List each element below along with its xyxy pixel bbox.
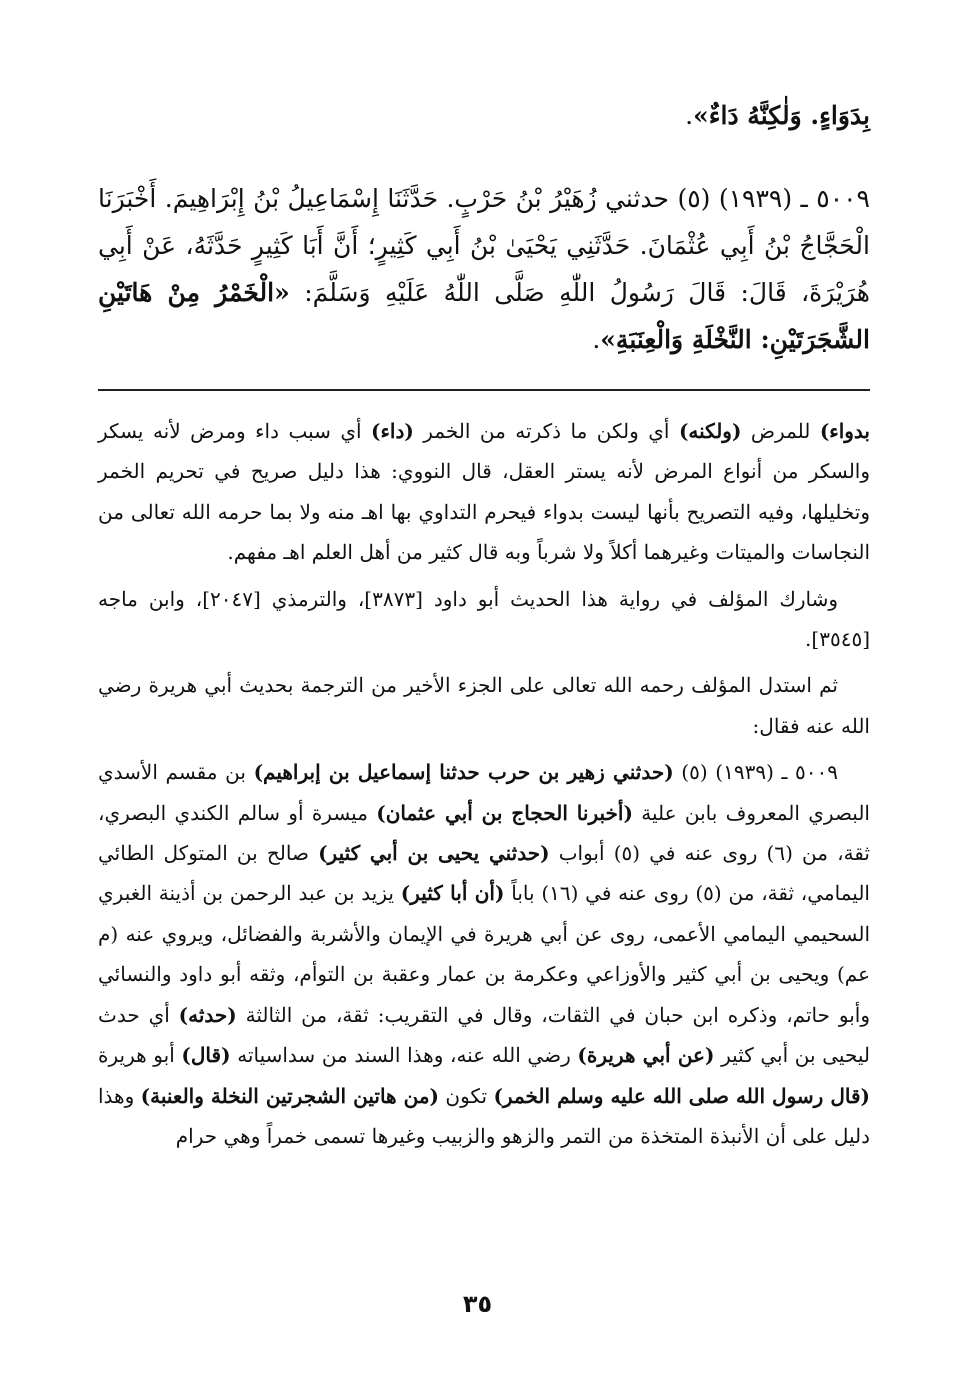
punctuation: .	[592, 325, 601, 354]
commentary-paragraph-1	[98, 411, 870, 573]
commentary-text: يزيد بن عبد الرحمن بن أذينة الغبري السحيمي اليمامي الأعمى، روى عن أبي هريرة في الإيمان والأشربة والفضائل، ويروي عنه (م عم) ويحيى بن أبي كثير والأوزاعي وعكرمة بن عمار وعقبة بن التوأم، وثقه أبو داود والنسائي وأبو حاتم، وذكره ابن حبان في الثقات، وقال في التقريب: ثقة، من الثالثة	[98, 881, 870, 1027]
commentary-text: أي سبب داء ومرض لأنه يسكر والسكر من أنواع المرض لأنه يستر العقل، قال النووي: هذا دليل صريح في تحريم الخمر وتخليلها، وفيه التصريح بأنها ليست بدواء فيحرم التداوي بها اهـ منه ولا بما حرمه الله تعالى من النجاسات والميتات وغيرهما أكلاً ولا شرباً وبه قال كثير من أهل العلم اهـ مفهم.	[98, 419, 870, 565]
quoted-term: (حدثه)	[178, 1002, 237, 1027]
commentary-text: ميسرة أو سالم الكندي البصري، ثقة، من (٦) روى عنه في (٥) أبواب	[98, 800, 870, 866]
quoted-term: بدواء)	[819, 419, 870, 443]
commentary-text: للمرض	[741, 419, 820, 443]
commentary-text: رضي الله عنه، وهذا السند من سداسياته	[230, 1043, 578, 1068]
page-number: ٣٥	[462, 1290, 493, 1318]
quoted-term: (أخبرنا الحجاج بن أبي عثمان)	[376, 800, 633, 825]
quoted-term: (ولكنه)	[678, 419, 742, 443]
page-body	[98, 92, 870, 1162]
commentary-text: ٥٠٠٩ ـ (١٩٣٩) (٥)	[673, 760, 838, 785]
punctuation: .	[685, 101, 694, 130]
quoted-term: (عن أبي هريرة)	[577, 1043, 715, 1068]
quoted-term: (قال رسول الله صلى الله عليه وسلم الخمر)	[493, 1083, 870, 1108]
commentary-text: بن مقسم الأسدي البصري المعروف بابن علية	[98, 760, 870, 825]
commentary-text: تكون	[439, 1083, 494, 1108]
hadith-5009	[98, 175, 870, 363]
prophetic-words: بِدَوَاءٍ. وَلٰكِنَّهُ دَاءٌ»	[693, 101, 870, 130]
hadith-text-block	[98, 92, 870, 363]
previous-hadith-ending	[98, 92, 870, 139]
commentary-paragraph-2: وشارك المؤلف في رواية هذا الحديث أبو داود [٣٨٧٣]، والترمذي [٢٠٤٧]، وابن ماجه [٣٥٤٥].	[98, 586, 870, 652]
quoted-term: (حدثني يحيى بن أبي كثير)	[318, 841, 550, 866]
quoted-term: (أن أبا كثير)	[400, 881, 505, 906]
commentary-text: وهذا دليل على أن الأنبذة المتخذة من التمر والزهو والزبيب وغيرها تسمى خمراً وهي حرام	[98, 1083, 870, 1148]
prophetic-words: «الْخَمْرُ مِنْ هَاتَيْنِ الشَّجَرَتَيْنِ: النَّخْلَةِ وَالْعِنَبَةِ»	[98, 278, 870, 354]
commentary-text: أي ولكن ما ذكرته من الخمر	[413, 419, 679, 443]
footnote-divider	[98, 389, 870, 391]
commentary-paragraph-4	[98, 752, 870, 1156]
commentary-text: أي حدث ليحيى بن أبي كثير	[98, 1002, 870, 1068]
quoted-term: (داء)	[371, 419, 414, 443]
quoted-term: (حدثني زهير بن حرب حدثنا إسماعيل بن إبراهيم)	[253, 760, 674, 785]
commentary-text: أبو هريرة	[98, 1043, 182, 1068]
quoted-term: (قال)	[181, 1043, 231, 1068]
commentary-paragraph-3: ثم استدل المؤلف رحمه الله تعالى على الجزء الأخير من الترجمة بحديث أبي هريرة رضي الله عنه فقال:	[98, 673, 870, 738]
quoted-term: (من هاتين الشجرتين النخلة والعنبة)	[140, 1083, 439, 1108]
commentary-text: صالح بن المتوكل الطائي اليمامي، ثقة، من (٥) روى عنه في (١٦) باباً	[98, 841, 870, 906]
commentary-block	[98, 411, 870, 1156]
isnad-text: ٥٠٠٩ ـ (١٩٣٩) (٥) حدثني زُهَيْرُ بْنُ حَرْبٍ. حَدَّثَنَا إِسْمَاعِيلُ بْنُ إِبْرَاهِيمَ. أَخْبَرَنَا الْحَجَّاجُ بْنُ أَبِي عُثْمَانَ. حَدَّثَنِي يَحْيَىٰ بْنُ أَبِي كَثِيرٍ؛ أَنَّ أَبَا كَثِيرٍ حَدَّثَهُ، عَنْ أَبِي هُرَيْرَةَ، قَالَ: قَالَ رَسُولُ اللّٰهِ صَلَّى اللّٰهُ عَلَيْهِ وَسَلَّمَ:	[98, 184, 870, 307]
